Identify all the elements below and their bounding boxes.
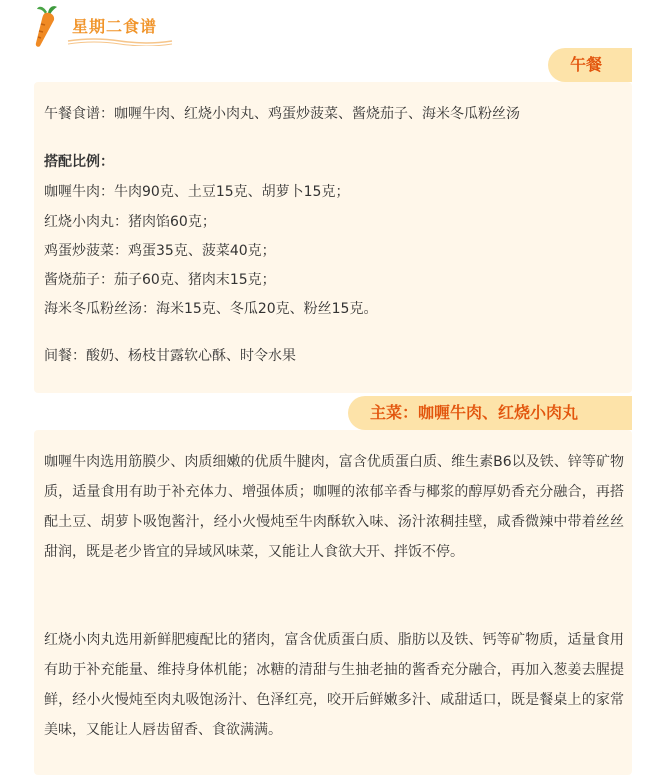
lunch-tab-label: 午餐 — [548, 48, 632, 82]
page-title: 星期二食谱 — [72, 17, 158, 36]
meatball-paragraph: 红烧小肉丸选用新鲜肥瘦配比的猪肉，富含优质蛋白质、脂肪以及铁、钙等矿物质，适量食用有助于补充能量、维持身体机能；冰糖的清甜与生抽老抽的酱香充分融合，再加入葱姜去腥提鲜，经小火慢炖至肉丸吸饱汤汁、色泽红亮，咬开后鲜嫩多汁、咸甜适口，既是餐桌上的家常美味，又能让人唇齿留香、食欲满满。 — [44, 632, 624, 738]
page-header — [0, 0, 660, 54]
ratio-item: 咖喱牛肉：牛肉90克、土豆15克、胡萝卜15克； — [44, 184, 350, 200]
ratio-item: 鸡蛋炒菠菜：鸡蛋35克、菠菜40克； — [44, 243, 276, 259]
ratio-title: 搭配比例： — [44, 154, 114, 170]
ratio-item: 红烧小肉丸：猪肉馅60克； — [44, 214, 216, 230]
main-dish-tab-label: 主菜：咖喱牛肉、红烧小肉丸 — [348, 396, 632, 430]
snack-text: 间餐：酸奶、杨枝甘露软心酥、时令水果 — [44, 348, 296, 364]
ratio-item: 海米冬瓜粉丝汤：海米15克、冬瓜20克、粉丝15克。 — [44, 301, 378, 317]
ratio-item: 酱烧茄子：茄子60克、猪肉末15克； — [44, 272, 276, 288]
carrot-icon — [30, 4, 60, 48]
curry-beef-paragraph: 咖喱牛肉选用筋膜少、肉质细嫩的优质牛腱肉，富含优质蛋白质、维生素B6以及铁、锌等矿物质，适量食用有助于补充体力、增强体质；咖喱的浓郁辛香与椰浆的醇厚奶香充分融合，再搭配土豆、胡萝卜吸饱酱汁，经小火慢炖至牛肉酥软入味、汤汁浓稠挂壁，咸香微辣中带着丝丝甜润，既是老少皆宜的异域风味菜，又能让人食欲大开、拌饭不停。 — [44, 454, 624, 560]
title-underline-decoration — [66, 36, 174, 46]
lunch-menu: 午餐食谱：咖喱牛肉、红烧小肉丸、鸡蛋炒菠菜、酱烧茄子、海米冬瓜粉丝汤 — [44, 106, 520, 122]
